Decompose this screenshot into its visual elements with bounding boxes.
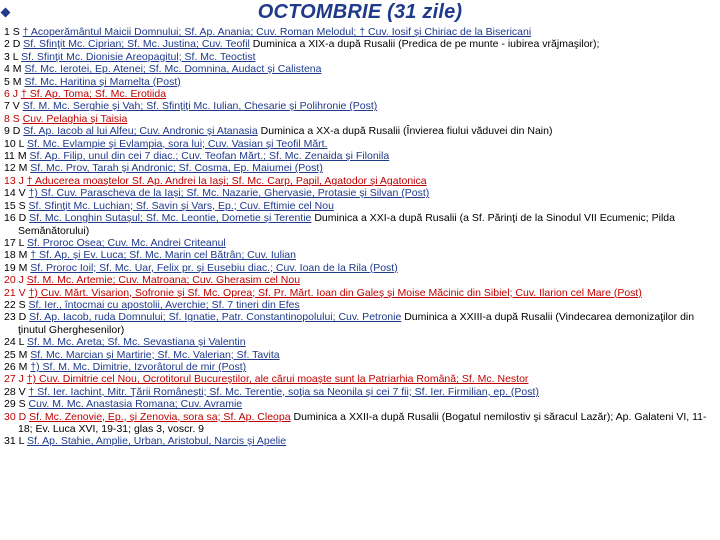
sunday-description: Duminica a XXII-a după Rusalii (Bogatul nemilostiv şi săracul Lazăr); Ap. Galateni VI, 11-18; Ev. Luca XVI, 19-31; glas 3, voscr. 9 [18,410,707,435]
calendar-entry [0,373,720,385]
day-label: 25 M [4,348,28,361]
day-label: 7 V [4,100,20,113]
calendar-entry [0,76,720,88]
day-label: 8 S [4,112,20,125]
saints-link[interactable]: † Sf. Ap. şi Ev. Luca; Sf. Mc. Marin cel Bătrân; Cuv. Iulian [30,249,296,262]
saints-link[interactable]: Cuv. Pelaghia şi Taisia [22,112,128,125]
saints-link[interactable]: Sf. Ap. Iacob, ruda Domnului; Sf. Ignatie, Patr. Constantinopolului; Cuv. Petronie [29,311,402,324]
calendar-entry [0,63,720,75]
calendar-entry [0,51,720,63]
saints-link[interactable]: † Sf. Ier. Iachint, Mitr. Ţării Româneşti; Sf. Mc. Terentie, soţia sa Neonila şi cei 7 fii; Sf. Ier. Firmilian, ep. (Post) [28,385,539,398]
calendar-entry [0,175,720,187]
calendar-entry [0,237,720,249]
saints-link[interactable]: Sf. Sfinţit Mc. Ciprian; Sf. Mc. Justina; Cuv. Teofil [23,38,250,51]
sunday-description: Duminica a XIX-a după Rusalii (Predica de pe munte - iubirea vrăjmaşilor); [252,38,600,51]
calendar-list [0,26,720,448]
day-label: 9 D [4,125,21,138]
calendar-entry [0,274,720,286]
calendar-entry [0,212,720,237]
day-label: 16 D [4,212,27,225]
saints-link[interactable]: †) Cuv. Mărt. Visarion, Sofronie şi Sf. Mc. Oprea; Sf. Pr. Mărt. Ioan din Galeş şi Moise Măcinic din Sibiel; Cuv. Ilarion cel Mare (Post) [28,286,642,299]
saints-link[interactable]: Sf. Proroc Osea; Cuv. Mc. Andrei Criteanul [26,236,226,249]
saints-link[interactable]: Sf. M. Mc. Artemie; Cuv. Matroana; Cuv. Gherasim cel Nou [26,274,301,287]
day-label: 2 D [4,38,21,51]
calendar-entry [0,249,720,261]
calendar-entry [0,311,720,336]
day-label: 13 J [4,174,24,187]
saints-link[interactable]: Sf. Mc. Haritina şi Mamelta (Post) [24,75,181,88]
sunday-description: Duminica a XXIII-a după Rusalii (Vindecarea demonizaţilor din ţinutul Gherghesenilor) [18,311,695,336]
day-label: 14 V [4,187,26,200]
calendar-entry [0,125,720,137]
calendar-entry [0,113,720,125]
saints-link[interactable]: Sf. Ap. Stahie, Amplie, Urban, Aristobul, Narcis şi Apelie [26,435,287,448]
saints-link[interactable]: †) Sf. Cuv. Parascheva de la Iaşi; Sf. Mc. Nazarie, Ghervasie, Protasie şi Silvan (Post) [28,187,430,200]
saints-link[interactable]: Sf. M. Mc. Areta; Sf. Mc. Sevastiana şi Valentin [26,336,246,349]
calendar-entry [0,26,720,38]
calendar-entry [0,435,720,447]
calendar-entry [0,336,720,348]
day-label: 6 J [4,88,19,101]
calendar-entry [0,88,720,100]
saints-link[interactable]: Sf. Proroc Ioil; Sf. Mc. Uar, Felix pr. şi Eusebiu diac.; Cuv. Ioan de la Rila (Post) [30,261,398,274]
calendar-entry [0,411,720,436]
day-label: 22 S [4,298,26,311]
calendar-entry [0,38,720,50]
saints-link[interactable]: Sf. Mc. Longhin Sutaşul; Sf. Mc. Leontie, Dometie şi Terentie [29,212,312,225]
calendar-entry [0,138,720,150]
page-title: OCTOMBRIE (31 zile) [257,1,463,23]
saints-link[interactable]: Sf. Mc. Prov, Tarah şi Andronic; Sf. Cosma, Ep. Maiumei (Post) [30,162,323,175]
saints-link[interactable]: Cuv. M. Mc. Anastasia Romana; Cuv. Avramie [28,398,243,411]
calendar-entry [0,361,720,373]
day-label: 15 S [4,199,26,212]
calendar-entry [0,299,720,311]
day-label: 29 S [4,398,26,411]
day-label: 24 L [4,336,25,349]
calendar-entry [0,200,720,212]
day-label: 10 L [4,137,25,150]
calendar-entry [0,100,720,112]
saints-link[interactable]: Sf. Mc. Ierotei, Ep. Atenei; Sf. Mc. Domnina, Audact şi Calistena [24,63,322,76]
saints-link[interactable]: Sf. Ap. Filip, unul din cei 7 diac.; Cuv. Teofan Mărt.; Sf. Mc. Zenaida şi Filonila [29,150,390,163]
saints-link[interactable]: † Acoperământul Maicii Domnului; Sf. Ap. Anania; Cuv. Roman Melodul; † Cuv. Iosif şi Chiriac de la Bisericani [22,26,532,38]
day-label: 11 M [4,150,27,163]
day-label: 20 J [4,274,24,287]
day-label: 23 D [4,311,27,324]
day-label: 3 L [4,50,19,63]
day-label: 4 M [4,63,22,76]
sunday-description: Duminica a XX-a după Rusalii (Învierea fiului văduvei din Nain) [260,125,553,138]
day-label: 12 M [4,162,28,175]
calendar-entry [0,386,720,398]
saints-link[interactable]: † Aducerea moaştelor Sf. Ap. Andrei la Iaşi; Sf. Mc. Carp, Papil, Agatodor şi Agatonica [26,174,427,187]
day-label: 31 L [4,435,25,448]
day-label: 28 V [4,385,26,398]
saints-link[interactable]: Sf. Ier., întocmai cu apostolii, Averchie; Sf. 7 tineri din Efes [28,298,300,311]
saints-link[interactable]: Sf. Sfinţit Mc. Dionisie Areopagitul; Sf. Mc. Teoctist [21,50,256,63]
calendar-entry [0,349,720,361]
saints-link[interactable]: Sf. Mc. Zenovie, Ep., şi Zenovia, sora sa; Sf. Ap. Cleopa [29,410,291,423]
calendar-entry [0,187,720,199]
calendar-entry [0,287,720,299]
saints-link[interactable]: †) Sf. M. Mc. Dimitrie, Izvorâtorul de mir (Post) [30,360,247,373]
saints-link[interactable]: Sf. M. Mc. Serghie şi Vah; Sf. Sfinţiţi Mc. Iulian, Chesarie şi Polihronie (Post) [22,100,378,113]
saints-link[interactable]: Sf. Mc. Marcian şi Martirie; Sf. Mc. Valerian; Sf. Tavita [30,348,280,361]
day-label: 17 L [4,236,25,249]
day-label: 19 M [4,261,28,274]
day-label: 18 M [4,249,28,262]
calendar-entry [0,398,720,410]
saints-link[interactable]: Sf. Mc. Evlampie şi Evlampia, sora lui; Cuv. Vasian şi Teofil Mărt. [26,137,328,150]
saints-link[interactable]: †) Cuv. Dimitrie cel Nou, Ocrotitorul Bucureştilor, ale cărui moaşte sunt la Patriarhia Română; Sf. Mc. Nestor [26,373,529,386]
day-label: 27 J [4,373,24,386]
calendar-entry [0,162,720,174]
day-label: 5 M [4,75,22,88]
day-label: 1 S [4,26,20,38]
saints-link[interactable]: Sf. Ap. Iacob al lui Alfeu; Cuv. Andronic şi Atanasia [23,125,258,138]
day-label: 30 D [4,410,27,423]
calendar-entry [0,150,720,162]
day-label: 26 M [4,360,28,373]
saints-link[interactable]: † Sf. Ap. Toma; Sf. Mc. Erotiida [20,88,167,101]
day-label: 21 V [4,286,26,299]
saints-link[interactable]: Sf. Sfinţit Mc. Luchian; Sf. Savin şi Vars, Ep.; Cuv. Eftimie cel Nou [28,199,334,212]
sunday-description: Duminica a XXI-a după Rusalii (a Sf. Părinţi de la Sinodul VII Ecumenic; Pilda Semănătorului) [18,212,675,237]
calendar-entry [0,262,720,274]
